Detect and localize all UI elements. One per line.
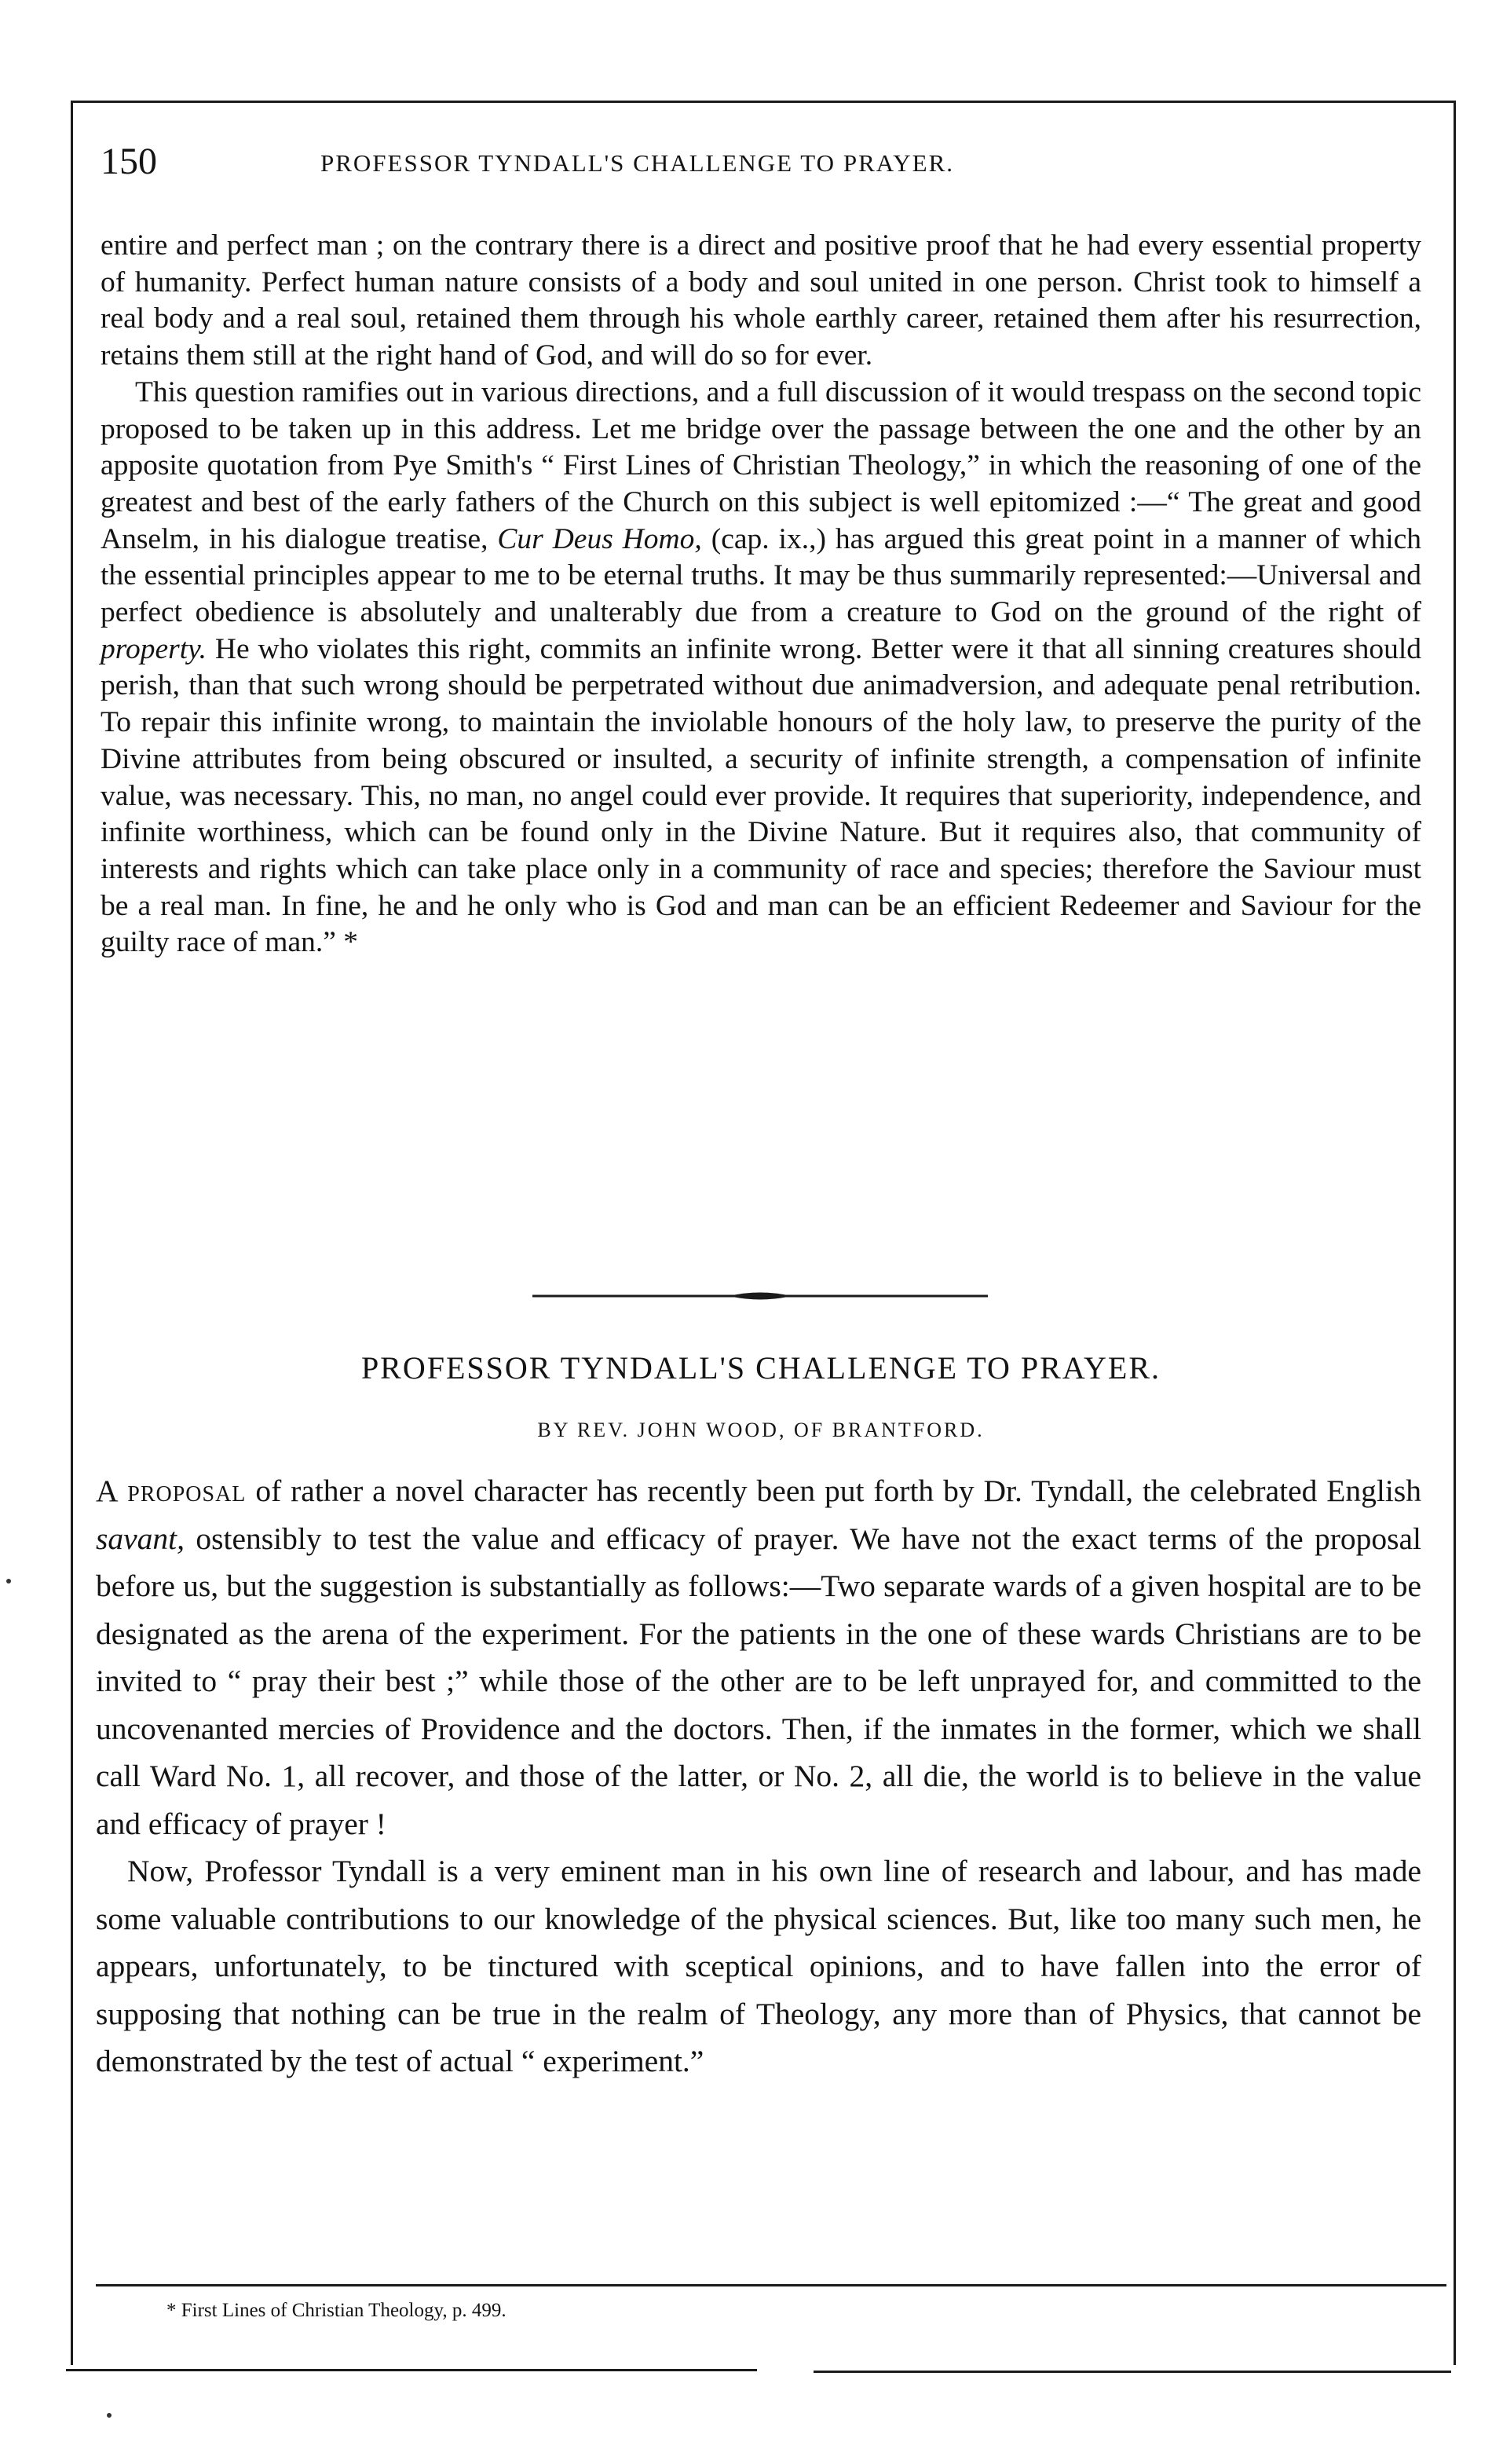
text-run: This question ramifies out in various directions, and a full discussion of it would trespass on the second topic proposed to be taken up in this address. Let me bridge over the passage between the one and the other by an apposite quotation from Pye Smith's “ First Lines of Christian Theology,” in which the reasoning of one of the greatest and best of the early fathers of the Church on this subject is well epitomized :—“ The great and good Anselm, in his dialogue treatise, xyxy=(101,375,1421,555)
speck xyxy=(6,1579,11,1583)
running-head xyxy=(101,140,1435,187)
article-byline: BY REV. JOHN WOOD, OF BRANTFORD. xyxy=(537,1419,985,1441)
speck xyxy=(107,2413,112,2418)
page-number: 150 xyxy=(101,141,157,182)
paragraph: Now, Professor Tyndall is a very eminent man in his own line of research and labour, and has made some valuable contributions to our knowledge of the physical sciences. But, like too many such men, he appears, unfortunately, to be tinctured with sceptical opinions, and to have fallen into the error of supposing that nothing can be true in the realm of Theology, any more than of Physics, that cannot be demonstrated by the test of actual “ experiment.” xyxy=(96,1854,1421,2078)
bottom-rule xyxy=(814,2371,1451,2373)
lead-words: A proposal xyxy=(96,1474,247,1508)
italic-word: property. xyxy=(101,632,207,665)
bottom-rule xyxy=(66,2369,757,2371)
italic-title: Cur Deus Homo, xyxy=(497,522,702,555)
paragraph xyxy=(96,1467,1421,1847)
text-run: (cap. ix.,) has argued this great point in a manner of which the essential principles appear to me to be eternal truths. It may be thus summarily represented:—Universal and perfect obedience is absolutely and unalterably due from a creature to God on the ground of the right of xyxy=(101,522,1422,629)
footnote-rule xyxy=(96,2284,1446,2286)
paragraph: entire and perfect man ; on the contrary there is a direct and positive proof that he had every essential property of humanity. Perfect human nature consists of a body and soul united in one person. Christ took to himself a real body and a real soul, retained them through his whole earthly career, retained them after his resurrection, retains them still at the right hand of God, and will do so for ever. xyxy=(101,229,1421,372)
article-title: PROFESSOR TYNDALL'S CHALLENGE TO PRAYER. xyxy=(360,1350,1161,1386)
paragraph xyxy=(101,375,1421,961)
text-run: of rather a novel character has recently been put forth by Dr. Tyndall, the celebrated English xyxy=(246,1474,1421,1508)
ornamental-divider xyxy=(532,1291,988,1302)
text-run: ostensibly to test the value and efficacy of prayer. We have not the exact terms of the proposal before us, but the suggestion is substantially as follows:—Two separate wards of a given hospital are to be designated as the arena of the experiment. For the patients in the one of these wards Christians are to be invited to “ pray their best ;” while those of the other are to be left unprayed for, and committed to the uncovenanted mercies of Providence and the doctors. Then, if the inmates in the former, which we shall call Ward No. 1, all recover, and those of the latter, or No. 2, all die, the world is to believe in the value and efficacy of prayer ! xyxy=(96,1521,1421,1841)
previous-article-text xyxy=(101,228,1421,961)
running-title: PROFESSOR TYNDALL'S CHALLENGE TO PRAYER. xyxy=(320,149,955,177)
footnote: * First Lines of Christian Theology, p. 499. xyxy=(166,2300,506,2321)
italic-word: savant, xyxy=(96,1521,185,1556)
article-body xyxy=(96,1467,1421,2085)
text-run: He who violates this right, commits an infinite wrong. Better were it that all sinning creatures should perish, than that such wrong should be perpetrated without due animadversion, and adequate penal retribution. To repair this infinite wrong, to maintain the inviolable honours of the holy law, to preserve the purity of the Divine attributes from being obscured or insulted, a security of infinite strength, a compensation of infinite value, was necessary. This, no man, no angel could ever provide. It requires that superiority, independence, and infinite worthiness, which can be found only in the Divine Nature. But it requires also, that community of interests and rights which can take place only in a community of race and species; therefore the Saviour must be a real man. In fine, he and he only who is God and man can be an efficient Redeemer and Saviour for the guilty race of man.” * xyxy=(101,632,1421,959)
